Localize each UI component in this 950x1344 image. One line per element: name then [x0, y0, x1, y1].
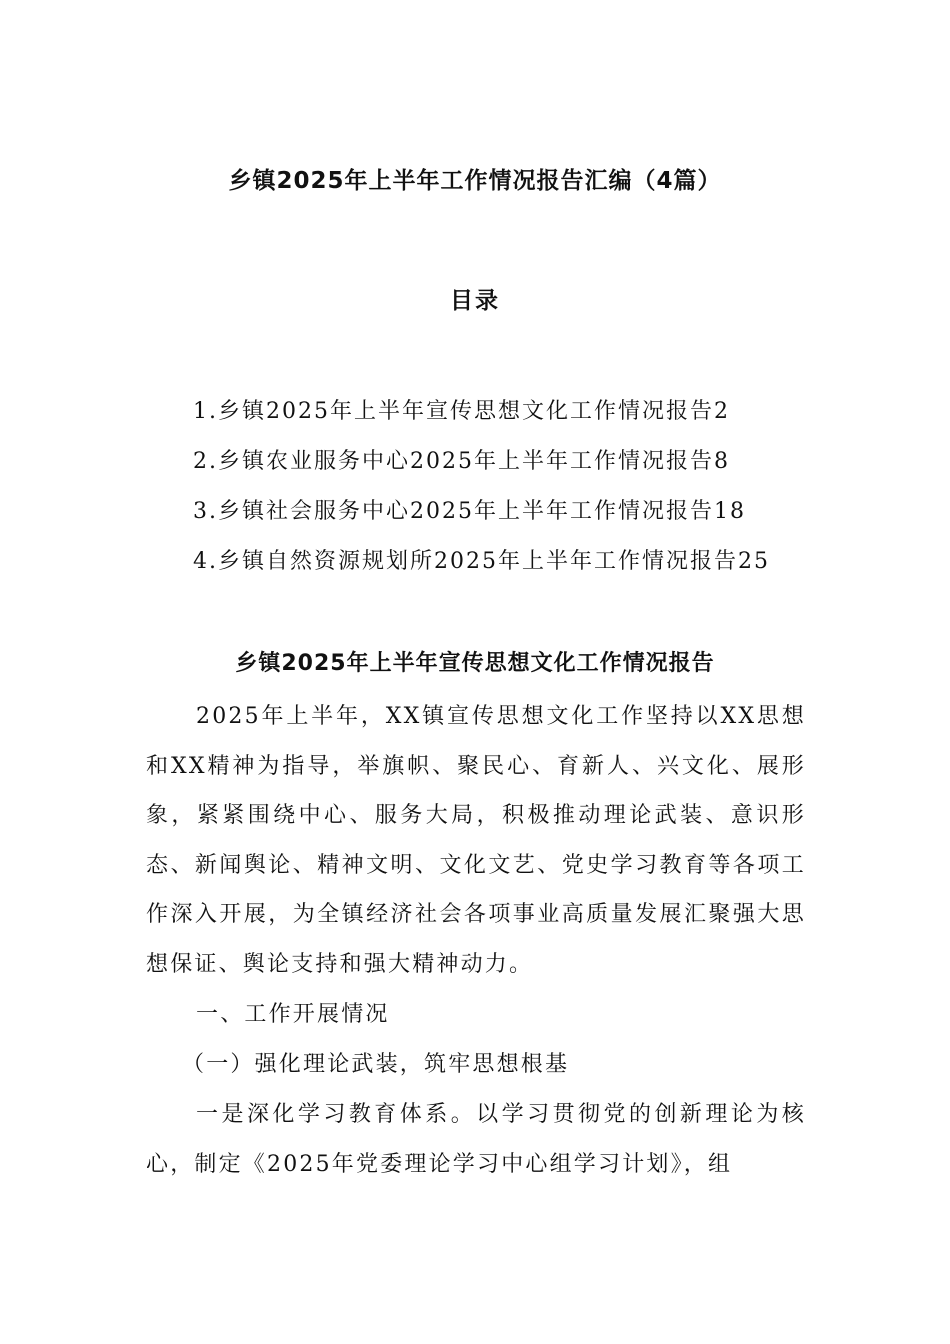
toc-entry-3[interactable]: 3.乡镇社会服务中心2025年上半年工作情况报告18 — [193, 499, 746, 524]
table-of-contents — [193, 394, 833, 594]
body-paragraph: 一是深化学习教育体系。以学习贯彻党的创新理论为核心，制定《2025年党委理论学习中心组学习计划》，组 — [146, 1102, 806, 1177]
section-title: 乡镇2025年上半年宣传思想文化工作情况报告 — [235, 651, 715, 676]
toc-entry-2[interactable]: 2.乡镇农业服务中心2025年上半年工作情况报告8 — [193, 449, 730, 474]
toc-entry-4[interactable]: 4.乡镇自然资源规划所2025年上半年工作情况报告25 — [193, 549, 770, 574]
document-title: 乡镇2025年上半年工作情况报告汇编（4篇） — [228, 168, 722, 194]
toc-entry-1[interactable]: 1.乡镇2025年上半年宣传思想文化工作情况报告2 — [193, 399, 730, 424]
heading-level-2: （一）强化理论武装，筑牢思想根基 — [182, 1052, 570, 1077]
toc-heading: 目录 — [450, 288, 500, 314]
heading-level-1: 一、工作开展情况 — [196, 1002, 390, 1027]
intro-paragraph: 2025年上半年，XX镇宣传思想文化工作坚持以XX思想和XX精神为指导，举旗帜、聚民心、育新人、兴文化、展形象，紧紧围绕中心、服务大局，积极推动理论武装、意识形态、新闻舆论、精神文明、文化文艺、党史学习教育等各项工作深入开展，为全镇经济社会各项事业高质量发展汇聚强大思想保证、舆论支持和强大精神动力。 — [146, 704, 806, 977]
